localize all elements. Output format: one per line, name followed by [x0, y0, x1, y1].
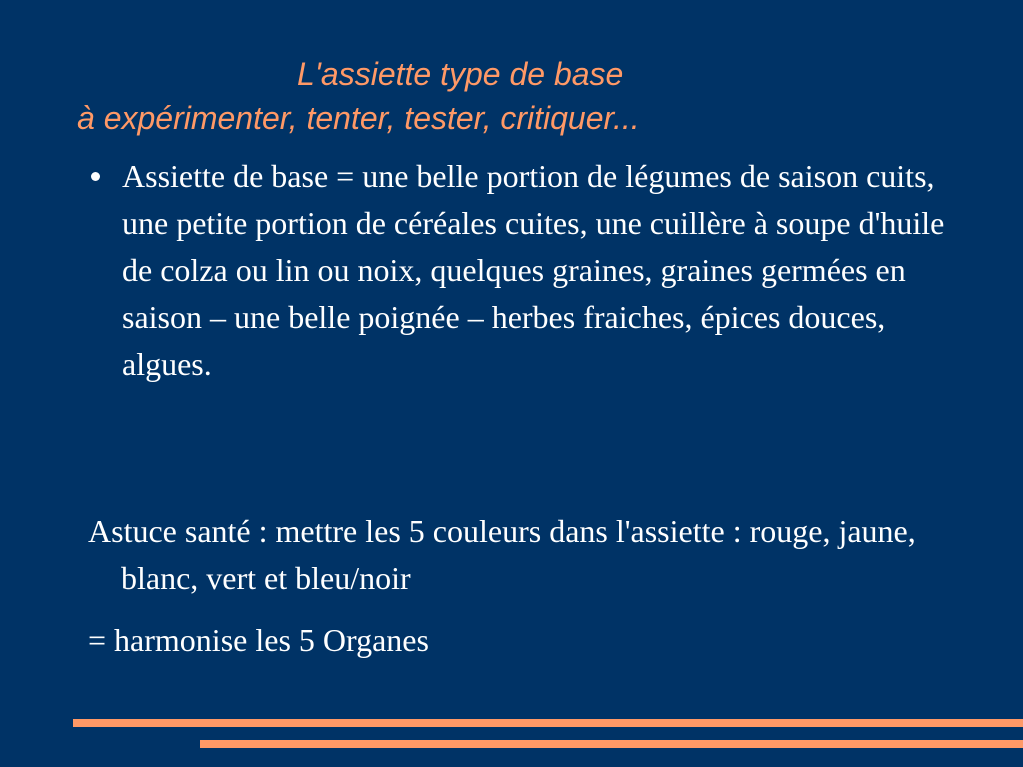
health-tip-paragraph	[88, 508, 968, 602]
bullet-item	[88, 153, 968, 388]
harmony-text: = harmonise les 5 Organes	[88, 622, 429, 658]
bullet-dot-icon	[91, 172, 100, 181]
harmony-paragraph	[88, 617, 968, 664]
title-line-1: L'assiette type de base	[297, 56, 624, 92]
title-line-2: à expérimenter, tenter, tester, critiquer...	[77, 100, 640, 136]
decorative-stripe-bottom	[200, 740, 1023, 748]
bullet-text: Assiette de base = une belle portion de légumes de saison cuits, une petite portion de céréales cuites, une cuillère à soupe d'huile de colza ou lin ou noix, quelques graines, graines germées en saison – une belle poignée – herbes fraiches, épices douces, algues.	[122, 158, 945, 382]
decorative-stripe-top	[73, 719, 1023, 727]
slide-title	[60, 52, 980, 140]
health-tip-text: Astuce santé : mettre les 5 couleurs dans l'assiette : rouge, jaune, blanc, vert et bleu/noir	[88, 513, 916, 596]
